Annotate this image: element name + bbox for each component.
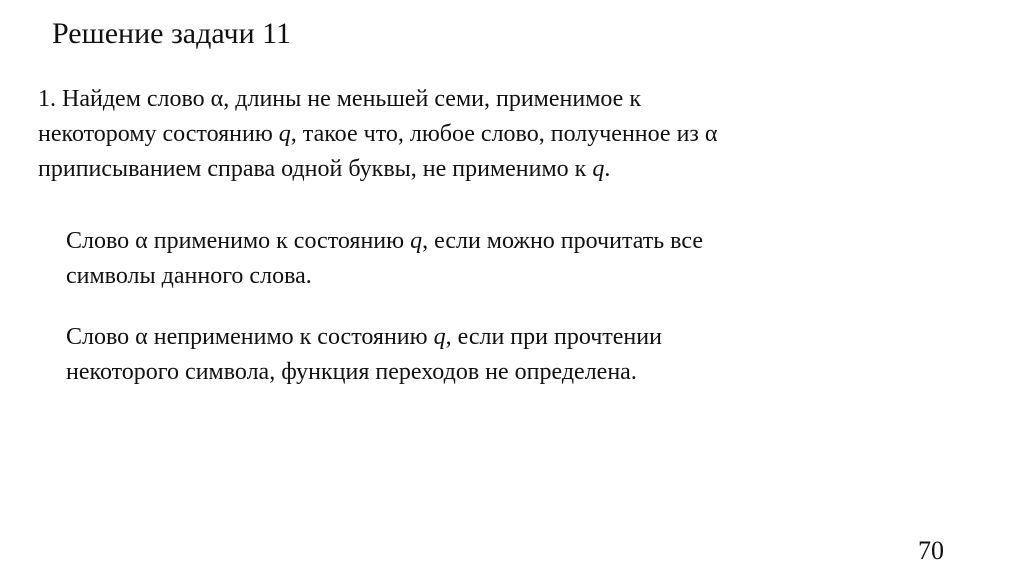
task-statement-line	[38, 82, 988, 117]
state-variable: q	[410, 228, 423, 254]
text-segment: 1. Найдем слово α, длины не меньшей семи, применимое к	[38, 86, 641, 112]
definition-line	[66, 259, 986, 294]
text-segment: символы данного слова.	[66, 263, 312, 289]
state-variable: q	[433, 324, 446, 350]
page-number: 70	[918, 536, 944, 565]
definition-not-applicable-paragraph	[66, 320, 986, 390]
definition-line	[66, 320, 986, 355]
state-variable: q	[592, 156, 605, 182]
text-segment: приписыванием справа одной буквы, не применимо к	[38, 156, 593, 182]
text-segment: некоторого символа, функция переходов не определена.	[66, 359, 637, 385]
text-segment: , такое что, любое слово, полученное из α	[290, 121, 718, 147]
state-variable: q	[278, 121, 291, 147]
task-statement-paragraph	[38, 82, 988, 187]
text-segment: .	[604, 156, 611, 182]
task-statement-line	[38, 152, 988, 187]
text-segment: , если можно прочитать все	[422, 228, 703, 254]
task-statement-line	[38, 117, 988, 152]
definition-line	[66, 224, 986, 259]
definition-applicable-paragraph	[66, 224, 986, 294]
definition-line	[66, 355, 986, 390]
slide-title: Решение задачи 11	[52, 17, 292, 50]
text-segment: , если при прочтении	[445, 324, 662, 350]
text-segment: некоторому состоянию	[38, 121, 279, 147]
text-segment: Слово α неприменимо к состоянию	[66, 324, 434, 350]
text-segment: Слово α применимо к состоянию	[66, 228, 411, 254]
